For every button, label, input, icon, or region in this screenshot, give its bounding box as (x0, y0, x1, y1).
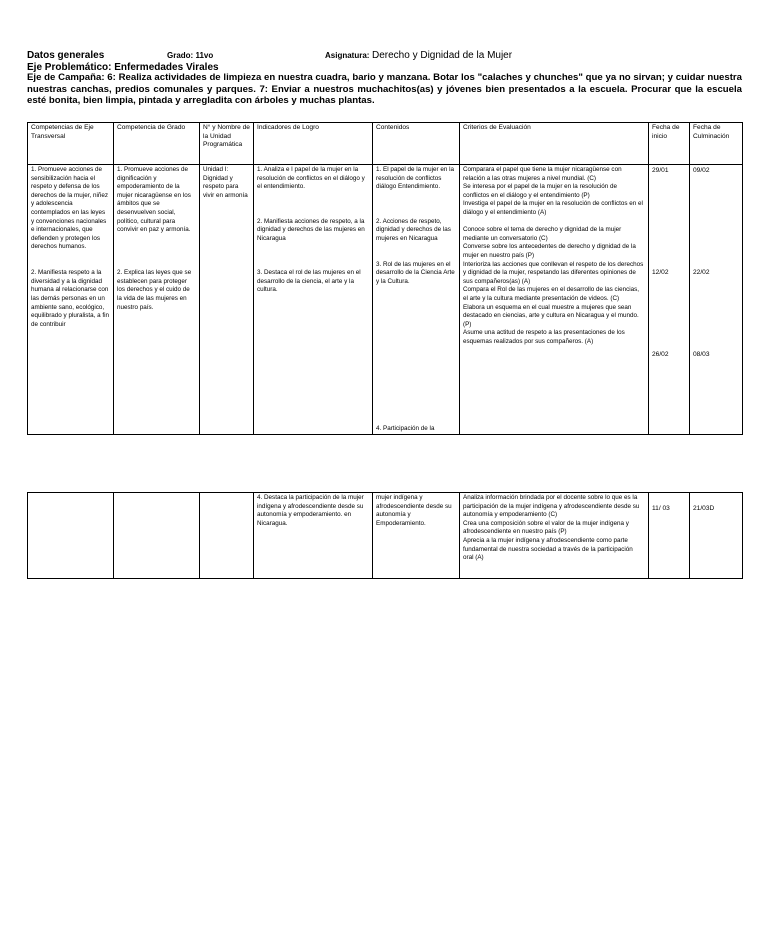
datos-generales-label: Datos generales (27, 50, 105, 61)
contenidos-cell (373, 493, 460, 579)
planning-table (27, 122, 743, 435)
cell-text: mujer indígena y afrodescendiente desde su autonomía y Empoderamiento. (376, 494, 452, 527)
unidad-cell (200, 165, 254, 435)
fecha-inicio: 12/02 (652, 269, 669, 276)
empty-cell (114, 493, 200, 579)
empty-cell (200, 493, 254, 579)
column-header: Criterios de Evaluación (460, 123, 649, 165)
asignatura-label: Asignatura: (325, 51, 370, 60)
column-header: Competencias de Eje Transversal (28, 123, 114, 165)
cell-text: 1. Analiza e l papel de la mujer en la resolución de conflictos en el diálogo y el entendimiento. 2. Manifiesta acciones de respeto, a la dignidad y derechos de las mujeres en Nicaragua 3. Destaca el rol de las mujeres en el desarrollo de la ciencia, el arte y la cultura. (257, 166, 365, 294)
column-header: Contenidos (373, 123, 460, 165)
empty-cell (28, 493, 114, 579)
cell-text: Comparara el papel que tiene la mujer nicaragüense con relación a las otras mujeres a nivel mundial. (C) Se interesa por el papel de la mujer en la resolución de conflictos en el diálogo y el entendimiento (P) Investiga el papel de la mujer en la resolución de conflictos en el diálogo y el entendimiento (A) Conoce sobre el tema de derecho y dignidad de la mujer mediante un conversatorio (C) Converse sobre los antecedentes de derecho y dignidad de la mujer en nuestro país (P) Interioriza las acciones que conllevan el respeto de los derechos y dignidad de la mujer, respetando las diferentes opiniones de sus compañeros(as) (A) Compara el Rol de las mujeres en el desarrollo de las ciencias, el arte y la cultura mediante presentación de videos. (C) Elabora un esquema en el cual muestre a mujeres que sean destacado en ciencias, arte y cultura en Nicaragua y el mundo. (P) Asume una actitud de respeto a las presentaciones de los esquemas realizados por sus compañeros. (A) (463, 166, 644, 345)
competencias-eje-cell (28, 165, 114, 435)
indicadores-cell (254, 165, 373, 435)
column-header: Competencia de Grado (114, 123, 200, 165)
cell-text: 1. El papel de la mujer en la resolución de conflictos diálogo Entendimiento. 2. Acciones de respeto, dignidad y derechos de las mujeres en Nicaragua 3. Rol de las mujeres en el desarrollo de la Ciencia Arte y la Cultura. (376, 166, 455, 285)
eje-problematico: Eje Problemático: Enfermedades Virales (27, 62, 219, 73)
cell-text: 1. Promueve acciones de sensibilización hacia el respeto y defensa de los derechos de la mujer, niñez y adolescencia contemplados en las leyes y convenciones nacionales e internacionales, que defienden y protegen los derechos humanos. 2. Manifiesta respeto a la diversidad y a la dignidad humana al relacionarse con las demás personas en un ambiente sano, ecológico, equilibrado y pluralista, a fin de contribuir (31, 166, 110, 328)
cell-text: 1. Promueve acciones de dignificación y empoderamiento de la mujer nicaragüense en los ámbitos que se desenvuelven social, político, cultural para convivir en paz y armonía. 2. Explica las leyes que se establecen para proteger los derechos y el cuido de la vida de las mujeres en nuestro país. (117, 166, 192, 311)
indicadores-cell (254, 493, 373, 579)
criterios-cell (460, 493, 649, 579)
fecha-inicio: 26/02 (652, 351, 669, 358)
criterios-cell (460, 165, 649, 435)
column-header: Fecha de Culminación (690, 123, 743, 165)
fecha-inicio-cell (649, 493, 690, 579)
fecha-fin-cell (690, 493, 743, 579)
table-header-row (28, 123, 743, 165)
competencia-grado-cell (114, 165, 200, 435)
fecha-inicio: 11/ 03 (652, 505, 670, 512)
grado-label: Grado: 11vo (167, 51, 214, 60)
cell-text: Unidad I: Dignidad y respeto para vivir en armonía (203, 166, 248, 199)
eje-campana: Eje de Campaña: 6: Realiza actividades de limpieza en nuestra cuadra, bario y manzana. Botar los "calaches y chunches" que ya no sirvan; y cuidar nuestra nuestras canchas, predios comunales y parques. 7: Enviar a nuestros muchachitos(as) y jóvenes bien presentados a la escuela. Procurar que la escuela esté bonita, bien limpia, pintada y arregladita con árboles y muchas plantas. (27, 72, 742, 106)
column-header: Fecha de inicio (649, 123, 690, 165)
fecha-inicio: 29/01 (652, 167, 669, 174)
contenidos-cell (373, 165, 460, 435)
table-row (28, 165, 743, 435)
fecha-fin: 09/02 (693, 167, 710, 174)
fecha-fin-cell (690, 165, 743, 435)
fecha-fin: 08/03 (693, 351, 710, 358)
table-row (28, 493, 743, 579)
column-header: N° y Nombre de la Unidad Programática (200, 123, 254, 165)
fecha-inicio-cell (649, 165, 690, 435)
cell-text: 4. Destaca la participación de la mujer indígena y afrodescendiente desde su autonomía y empoderamiento. en Nicaragua. (257, 494, 364, 527)
column-header: Indicadores de Logro (254, 123, 373, 165)
planning-table-continued (27, 492, 743, 579)
fecha-fin: 21/03D (693, 505, 715, 512)
asignatura-value: Derecho y Dignidad de la Mujer (372, 50, 513, 61)
fecha-fin: 22/02 (693, 269, 710, 276)
cell-text: 4. Participación de la (376, 425, 435, 433)
cell-text: Analiza información brindada por el docente sobre lo que es la participación de la mujer indígena y afrodescendiente desde su autonomía y empoderamiento (C) Crea una composición sobre el valor de la mujer indígena y afrodescendiente en nuestro país (P) Aprecia a la mujer indígena y afrodescendiente como parte fundamental de nuestra sociedad a través de la participación oral (A) (463, 494, 640, 562)
